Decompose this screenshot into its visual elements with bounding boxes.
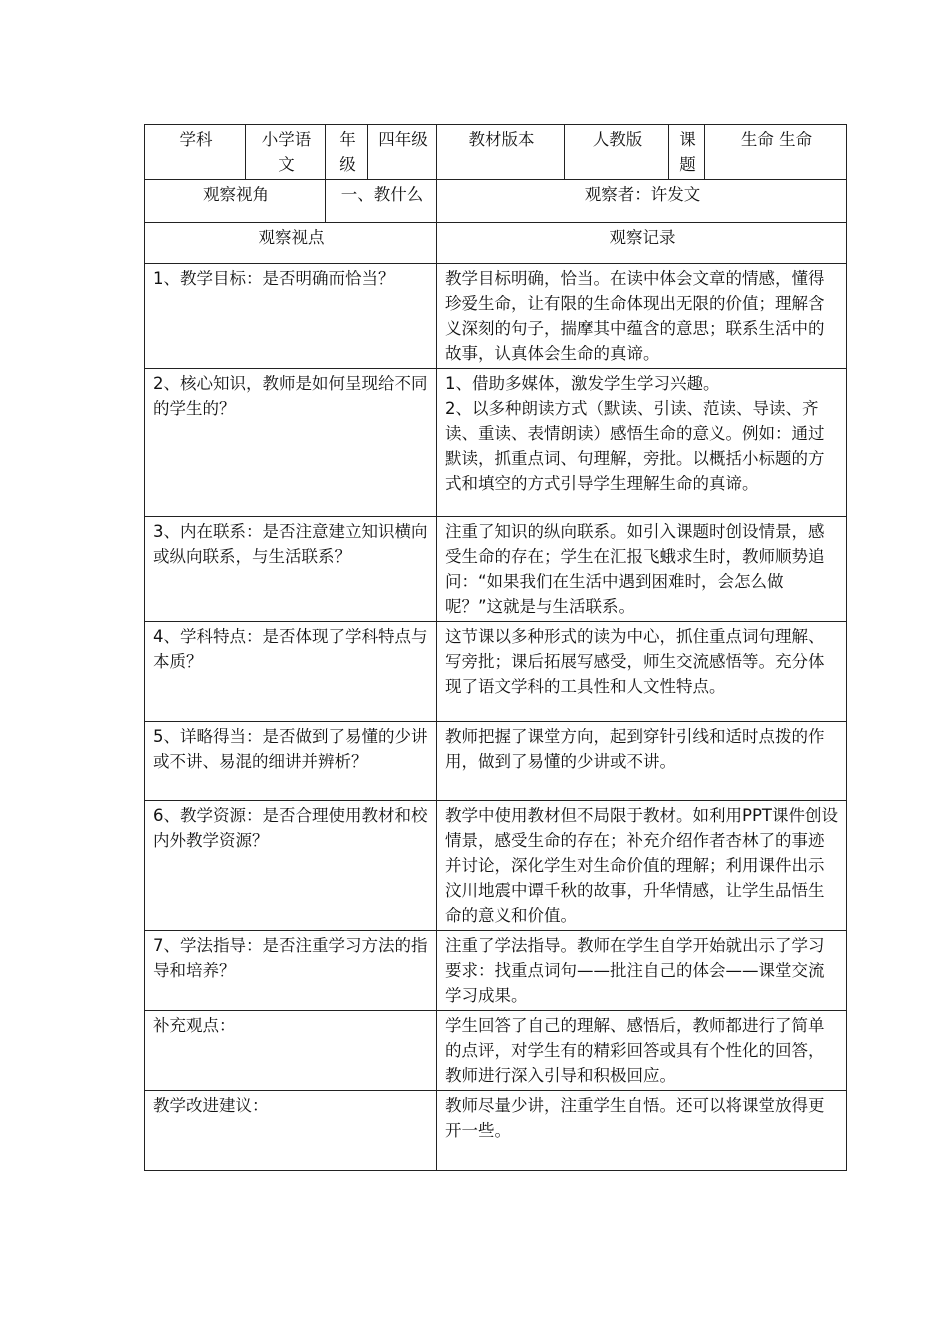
lesson-value: 生命 生命	[705, 125, 847, 180]
observation-point: 7、学法指导：是否注重学习方法的指导和培养？	[145, 931, 437, 1011]
observation-record	[437, 1091, 847, 1171]
table-row	[145, 369, 847, 517]
table-row	[145, 517, 847, 622]
observation-record	[437, 931, 847, 1011]
grade-label: 年级	[326, 125, 368, 180]
record-paragraph: 注重了学法指导。教师在学生自学开始就出示了学习要求：找重点词句——批注自己的体会——课堂交流学习成果。	[445, 936, 825, 1005]
record-paragraph: 教学中使用教材但不局限于教材。如利用PPT课件创设情景，感受生命的存在；补充介绍作者杏林了的事迹并讨论，深化学生对生命价值的理解；利用课件出示汶川地震中谭千秋的故事，升华情感，让学生品悟生命的意义和价值。	[445, 806, 838, 925]
table-row	[145, 1091, 847, 1171]
observer-name: 观察者：许发文	[437, 180, 847, 223]
perspective-row	[145, 180, 847, 223]
column-header-record: 观察记录	[437, 223, 847, 264]
observation-point: 3、内在联系：是否注意建立知识横向或纵向联系，与生活联系？	[145, 517, 437, 622]
observation-record	[437, 1011, 847, 1091]
table-row	[145, 622, 847, 722]
observation-point: 补充观点：	[145, 1011, 437, 1091]
record-paragraph: 教师尽量少讲，注重学生自悟。还可以将课堂放得更开一些。	[445, 1096, 825, 1140]
table-row	[145, 931, 847, 1011]
record-paragraph: 这节课以多种形式的读为中心，抓住重点词句理解、写旁批；课后拓展写感受，师生交流感悟等。充分体现了语文学科的工具性和人文性特点。	[445, 627, 825, 696]
observation-point: 2、核心知识，教师是如何呈现给不同的学生的？	[145, 369, 437, 517]
observation-record	[437, 722, 847, 801]
edition-value: 人教版	[565, 125, 669, 180]
observation-point: 5、详略得当：是否做到了易懂的少讲或不讲、易混的细讲并辨析？	[145, 722, 437, 801]
perspective-label: 观察视角	[145, 180, 326, 223]
edition-label: 教材版本	[437, 125, 565, 180]
record-paragraph: 学生回答了自己的理解、感悟后，教师都进行了简单的点评，对学生有的精彩回答或具有个性化的回答，教师进行深入引导和积极回应。	[445, 1016, 825, 1085]
observation-point: 1、教学目标：是否明确而恰当？	[145, 264, 437, 369]
observation-point: 4、学科特点：是否体现了学科特点与本质？	[145, 622, 437, 722]
observation-point: 教学改进建议：	[145, 1091, 437, 1171]
column-header-point: 观察视点	[145, 223, 437, 264]
observation-point: 6、教学资源：是否合理使用教材和校内外教学资源？	[145, 801, 437, 931]
table-row	[145, 264, 847, 369]
observation-record	[437, 801, 847, 931]
record-paragraph: 教师把握了课堂方向，起到穿针引线和适时点拨的作用，做到了易懂的少讲或不讲。	[445, 727, 825, 771]
record-paragraph: 注重了知识的纵向联系。如引入课题时创设情景，感受生命的存在；学生在汇报飞蛾求生时，教师顺势追问：“如果我们在生活中遇到困难时，会怎么做呢？”这就是与生活联系。	[445, 522, 825, 616]
lesson-label: 课题	[669, 125, 705, 180]
perspective-value: 一、教什么	[326, 180, 437, 223]
observation-table	[144, 124, 847, 1171]
subject-value: 小学语文	[246, 125, 326, 180]
table-row	[145, 1011, 847, 1091]
subject-label: 学科	[145, 125, 246, 180]
observation-record	[437, 264, 847, 369]
grade-value: 四年级	[368, 125, 437, 180]
table-row	[145, 801, 847, 931]
header-row	[145, 125, 847, 180]
record-paragraph: 教学目标明确，恰当。在读中体会文章的情感，懂得珍爱生命，让有限的生命体现出无限的价值；理解含义深刻的句子，揣摩其中蕴含的意思；联系生活中的故事，认真体会生命的真谛。	[445, 269, 825, 363]
observation-record	[437, 369, 847, 517]
observation-record	[437, 622, 847, 722]
record-paragraph: 2、以多种朗读方式（默读、引读、范读、导读、齐读、重读、表情朗读）感悟生命的意义。例如：通过默读，抓重点词、句理解，旁批。以概括小标题的方式和填空的方式引导学生理解生命的真谛。	[445, 399, 825, 493]
record-paragraph: 1、借助多媒体，激发学生学习兴趣。	[445, 374, 720, 393]
observation-record	[437, 517, 847, 622]
table-row	[145, 722, 847, 801]
column-header-row	[145, 223, 847, 264]
